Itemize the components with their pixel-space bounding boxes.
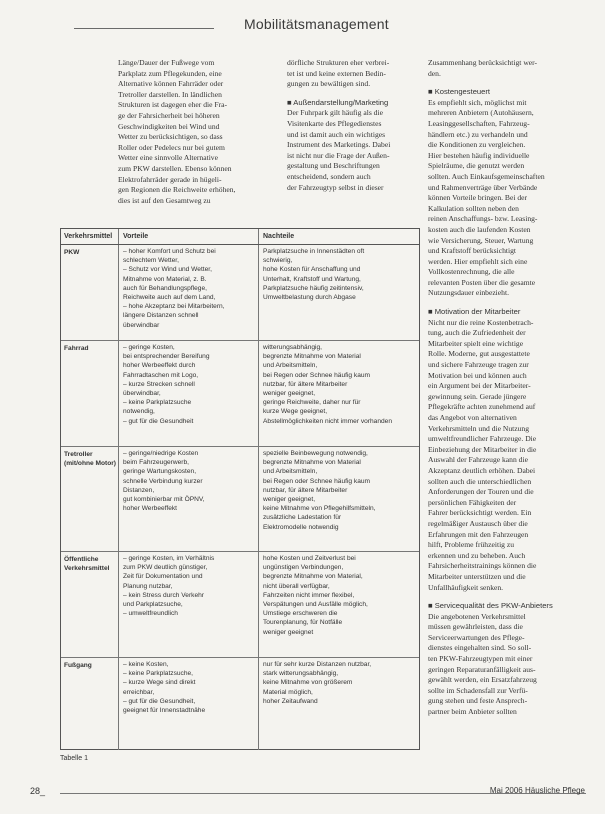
advantage-line: – hohe Akzeptanz bei Mitarbeitern,	[123, 303, 225, 311]
text-line: Motivation bei und können auch	[428, 370, 527, 380]
row-advantages	[119, 447, 259, 551]
text-line: Roller oder Pedelecs nur bei gutem	[118, 142, 225, 152]
disadvantage-line: Tourenplanung, für Notfälle	[263, 619, 343, 627]
text-line: das Angebot von alternativen	[428, 413, 517, 422]
advantage-line: überwindbar	[123, 321, 160, 329]
row-mode-label: PKW	[61, 245, 119, 340]
advantage-line: beim Fahrzeugerwerb,	[123, 459, 189, 467]
text-line: der Fahrzeugtyp selbst in dieser	[287, 182, 384, 192]
table-row	[61, 341, 419, 447]
text-line: händlern etc.) zu verhandeln und	[428, 129, 528, 139]
advantage-line: zum PKW deutlich günstiger,	[123, 564, 208, 572]
disadvantage-line: nur für sehr kurze Distanzen nutzbar,	[263, 661, 372, 668]
paragraph-gap	[287, 90, 424, 98]
text-line: zum PKW darstellen. Ebenso können	[118, 163, 232, 173]
text-line: Erfahrungen mit den Fahrzeugen	[428, 529, 529, 539]
row-advantages	[119, 341, 259, 446]
page-header-title: Mobilitätsmanagement	[244, 16, 389, 32]
text-line: Rolle. Moderne, gut ausgestattete	[428, 349, 530, 359]
disadvantage-line: Umstiege erschweren die	[263, 610, 338, 618]
advantage-line: erreichbar,	[123, 688, 155, 696]
text-line: Es empfiehlt sich, möglichst mit	[428, 97, 527, 107]
disadvantage-line: begrenzte Mitnahme von Material,	[263, 573, 363, 581]
table-row	[61, 245, 419, 341]
text-line: tet ist und keine externen Bedin-	[287, 68, 386, 78]
text-line: Pflegekräfte achten zunehmend auf	[428, 402, 536, 412]
text-line: Geschwindigkeiten bei Wind und	[118, 121, 220, 131]
section-subheading: ■ Außendarstellung/Marketing	[287, 97, 389, 107]
text-line: Instrument des Marketings. Dabei	[287, 140, 391, 150]
advantage-line: hoher Werbeeffekt	[123, 505, 178, 513]
text-line: gestaltung und Beschriftungen	[287, 161, 380, 171]
text-line: Alternative können Fahrräder oder	[118, 79, 224, 89]
text-line: Die angebotenen Verkehrsmittel	[428, 611, 526, 621]
text-line: Spielräume, die genutzt werden	[428, 161, 525, 171]
advantage-line: – geringe Kosten, im Verhältnis	[123, 555, 215, 562]
paragraph-gap	[428, 593, 586, 601]
text-line: Visitenkarte des Pflegedienstes	[287, 118, 382, 128]
text-line: wie Versicherung, Steuer, Wartung	[428, 235, 534, 245]
text-line: Der Fuhrpark gilt häufig als die	[287, 108, 383, 118]
text-line: sollten. Auch Einkaufsgemeinschaften	[428, 171, 545, 181]
row-disadvantages	[259, 552, 419, 657]
advantage-line: geeignet für Innenstadtnähe	[123, 707, 206, 715]
text-line: und Kraftstoff berücksichtigt	[428, 246, 517, 256]
text-line: Nicht nur die reine Kostenbetrach-	[428, 317, 534, 327]
disadvantage-line: Fahrzeiten nicht immer flexibel,	[263, 591, 355, 599]
advantage-line: auch für Behandlungspflege,	[123, 284, 207, 292]
header-mode: Verkehrsmittel	[61, 229, 119, 244]
text-line: Fahrer berücksichtigt werden. Ein	[428, 508, 532, 518]
disadvantage-line: Parkplatzsuche häufig zeitintensiv,	[263, 284, 364, 292]
text-line: die Konditionen zu vergleichen.	[428, 140, 526, 150]
text-line: geringen Reparaturanfälligkeit aus-	[428, 664, 536, 674]
advantage-line: – kurze Strecken schnell	[123, 380, 195, 388]
text-line: Fahrsicherheitstrainings können die	[428, 561, 537, 571]
row-disadvantages	[259, 447, 419, 551]
advantage-line: Reichweite auch auf dem Land,	[123, 294, 216, 302]
advantage-line: Zeit für Dokumentation und	[123, 573, 203, 581]
text-line: gung stehen und feste Ansprech-	[428, 696, 528, 706]
text-line: ten PKW-Fahrzeugtypen mit einer	[428, 654, 533, 664]
text-line: Mitarbeiter unterstützen und die	[428, 571, 526, 581]
advantage-line: – gut für die Gesundheit	[123, 417, 194, 425]
advantage-line: – geringe/niedrige Kosten	[123, 450, 199, 457]
row-advantages	[119, 245, 259, 340]
text-line: Zusammenhang berücksichtigt wer-	[428, 58, 538, 67]
disadvantage-line: Material möglich,	[263, 688, 313, 696]
disadvantage-line: hoher Zeitaufwand	[263, 697, 318, 705]
disadvantage-line: begrenzte Mitnahme von Material	[263, 459, 361, 467]
text-line: persönlichen Fähigkeiten der	[428, 497, 517, 507]
advantage-line: – keine Kosten,	[123, 661, 169, 668]
text-line: Nutzungsdauer einbezieht.	[428, 288, 509, 298]
table-row	[61, 552, 419, 658]
disadvantage-line: stark witterungsabhängig,	[263, 670, 339, 678]
text-line: mehreren Anbietern (Autohäusern,	[428, 108, 534, 118]
table-row	[61, 658, 419, 750]
advantage-line: Mitnahme von Material, z. B.	[123, 275, 207, 283]
disadvantage-line: nutzbar, für ältere Mitarbeiter	[263, 380, 348, 388]
advantage-line: gut kombinierbar mit ÖPNV,	[123, 496, 205, 504]
text-line: und Rahmenverträge über Verbände	[428, 182, 538, 192]
disadvantage-line: Verspätungen und Ausfälle möglich,	[263, 601, 368, 609]
disadvantage-line: ungünstigen Verbindungen,	[263, 564, 344, 572]
disadvantage-line: Abstellmöglichkeiten nicht immer vorhanden	[263, 417, 393, 425]
paragraph-gap	[428, 79, 586, 87]
text-line: Wetter zu berücksichtigen, so dass	[118, 132, 223, 142]
text-column-1	[118, 58, 268, 206]
text-line: erkennen und zu beheben. Auch	[428, 550, 526, 560]
advantage-line: – Schutz vor Wind und Wetter,	[123, 266, 212, 274]
disadvantage-line: schwierig,	[263, 257, 293, 265]
text-line: Einbeziehung der Mitarbeiter in die	[428, 444, 537, 454]
text-line: sollte im Schadensfall zur Verfü-	[428, 685, 528, 695]
disadvantage-line: hohe Kosten für Anschaffung und	[263, 266, 361, 274]
text-line: Auswahl der Fahrzeuge kann die	[428, 455, 528, 465]
advantage-line: – kurze Wege sind direkt	[123, 679, 196, 687]
text-line: Strukturen ist dagegen eher die Fra-	[118, 100, 228, 110]
text-column-2	[287, 58, 424, 193]
disadvantage-line: begrenzte Mitnahme von Material	[263, 353, 361, 361]
advantage-line: geringe Wartungskosten,	[123, 468, 197, 476]
header-rule	[74, 28, 214, 29]
journal-issue: Mai 2006 Häusliche Pflege	[489, 786, 585, 795]
text-line: dörfliche Strukturen eher verbrei-	[287, 58, 390, 67]
disadvantage-line: nicht überall verfügbar,	[263, 582, 330, 590]
text-line: Mitarbeiter spielt eine wichtige	[428, 338, 524, 348]
table-caption: Tabelle 1	[60, 755, 89, 762]
text-line: müssen gewährleisten, dass die	[428, 622, 523, 632]
table-header-row	[61, 229, 419, 245]
text-line: entscheidend, sondern auch	[287, 171, 371, 181]
text-line: Kalkulation sollten neben den	[428, 203, 519, 213]
text-line: werden. Hier empfiehlt sich eine	[428, 256, 528, 266]
disadvantage-line: bei Regen oder Schnee häufig kaum	[263, 477, 371, 485]
advantage-line: – keine Parkplatzsuche	[123, 399, 192, 407]
text-line: regelmäßiger Austausch über die	[428, 518, 528, 528]
advantage-line: – umweltfreundlich	[123, 610, 178, 618]
row-mode-label: Fußgang	[61, 658, 119, 750]
advantage-line: – keine Parkplatzsuche,	[123, 670, 194, 678]
text-line: Serviceerwartungen des Pflege-	[428, 632, 525, 642]
section-subheading: ■ Motivation der Mitarbeiter	[428, 307, 521, 317]
text-line: Verkehrsmitteln und die Nutzung	[428, 423, 530, 433]
advantage-line: – kein Stress durch Verkehr	[123, 591, 204, 599]
row-advantages	[119, 658, 259, 750]
disadvantage-line: weniger geeignet	[263, 628, 314, 636]
paragraph-gap	[428, 299, 586, 307]
comparison-table	[60, 228, 420, 750]
disadvantage-line: Elektromodelle notwendig	[263, 523, 339, 531]
header-advantages: Vorteile	[119, 229, 259, 244]
header-disadvantages: Nachteile	[263, 233, 295, 240]
section-subheading: ■ Kostengesteuert	[428, 87, 490, 97]
disadvantage-line: und Arbeitsmitteln,	[263, 362, 318, 370]
text-line: dies ist auf den Gesamtweg zu	[118, 195, 211, 205]
advantage-line: längere Distanzen schnell	[123, 312, 199, 320]
section-subheading: ■ Servicequalität des PKW-Anbieters	[428, 601, 553, 611]
text-line: ge der Fahrsicherheit bei höheren	[118, 110, 220, 120]
advantage-line: – hoher Komfort und Schutz bei	[123, 248, 216, 255]
text-line: tung, auch die Zufriedenheit der	[428, 328, 526, 338]
advantage-line: schlechtem Wetter,	[123, 257, 179, 265]
text-line: kosten auch die laufenden Kosten	[428, 224, 531, 234]
text-line: Hier bestehen häufig individuelle	[428, 150, 530, 160]
page-number: 28_	[30, 786, 46, 796]
disadvantage-line: geringe Reichweite, daher nur für	[263, 399, 361, 407]
row-disadvantages	[259, 341, 419, 446]
advantage-line: Planung nutzbar,	[123, 582, 173, 590]
text-line: und ist damit auch ein wichtiges	[287, 129, 386, 139]
text-line: gungen zu bewältigen sind.	[287, 79, 371, 89]
text-line: sollten auch die unterschiedlichen	[428, 476, 532, 486]
text-line: relevanten Posten über die gesamte	[428, 277, 536, 287]
text-column-3	[428, 58, 586, 718]
row-disadvantages	[259, 658, 419, 750]
text-line: Tretroller darstellen. In ländlichen	[118, 89, 222, 99]
row-mode-label: Öffentliche Verkehrsmittel	[61, 552, 119, 657]
advantage-line: hoher Werbeeffekt durch	[123, 362, 196, 370]
text-line: Elektrofahrräder gerade in hügeli-	[118, 174, 222, 184]
disadvantage-line: Umweltbelastung durch Abgase	[263, 294, 356, 302]
advantage-line: – gut für die Gesundheit,	[123, 697, 196, 705]
disadvantage-line: hohe Kosten und Zeitverlust bei	[263, 555, 356, 562]
text-line: gewählt werden, ein Ersatzfahrzeug	[428, 675, 537, 685]
text-line: und sichere Fahrzeuge tragen zur	[428, 360, 529, 370]
text-line: Parkplatz zum Pflegekunden, eine	[118, 68, 222, 78]
disadvantage-line: witterungsabhängig,	[263, 344, 323, 351]
row-disadvantages	[259, 245, 419, 340]
text-line: hilft, Probleme frühzeitig zu	[428, 540, 515, 550]
disadvantage-line: keine Mitnahme von Pflegehilfsmitteln,	[263, 505, 376, 513]
advantage-line: – geringe Kosten,	[123, 344, 175, 351]
table-row	[61, 447, 419, 552]
disadvantage-line: spezielle Beinbewegung notwendig,	[263, 450, 368, 457]
text-line: ist nicht nur die Frage der Außen-	[287, 150, 390, 160]
disadvantage-line: keine Mitnahme von größerem	[263, 679, 353, 687]
disadvantage-line: weniger geeignet,	[263, 390, 316, 398]
advantage-line: und Parkplatzsuche,	[123, 601, 183, 609]
text-line: Leasinggesellschaften, Fahrzeug-	[428, 118, 530, 128]
text-line: Akzeptanz deutlich erhöhen. Dabei	[428, 465, 536, 475]
disadvantage-line: zusätzliche Ladestation für	[263, 514, 342, 522]
text-line: können Vorteile bringen. Bei der	[428, 193, 528, 203]
advantage-line: notwendig,	[123, 408, 155, 416]
row-mode-label: Fahrrad	[61, 341, 119, 446]
text-line: Anforderungen der Touren und die	[428, 487, 534, 497]
row-mode-label: Tretroller (mit/ohne Motor)	[61, 447, 119, 551]
disadvantage-line: kurze Wege geeignet,	[263, 408, 328, 416]
text-line: gen Regionen die Reichweite erhöhen,	[118, 185, 236, 195]
disadvantage-line: Parkplatzsuche in Innenstädten oft	[263, 248, 365, 255]
text-line: partner beim Anbieter sollten	[428, 707, 517, 717]
text-line: Vollkostenrechnung, die alle	[428, 267, 515, 277]
disadvantage-line: Unterhalt, Kraftstoff und Wartung,	[263, 275, 361, 283]
disadvantage-line: weniger geeignet,	[263, 496, 316, 504]
text-line: Länge/Dauer der Fußwege vom	[118, 58, 215, 67]
advantage-line: schnelle Verbindung kurzer	[123, 477, 203, 485]
advantage-line: Fahrradtaschen mit Logo,	[123, 371, 199, 379]
disadvantage-line: bei Regen oder Schnee häufig kaum	[263, 371, 371, 379]
disadvantage-line: nutzbar, für ältere Mitarbeiter	[263, 486, 348, 494]
advantage-line: überwindbar,	[123, 390, 161, 398]
text-line: Unfallhäufigkeit senken.	[428, 582, 504, 592]
text-line: den.	[428, 68, 441, 78]
text-line: ein Argument bei der Mitarbeiter-	[428, 381, 531, 391]
text-line: umweltfreundlicher Fahrzeuge. Die	[428, 434, 537, 444]
text-line: gewinnung sein. Gerade jüngere	[428, 391, 527, 401]
row-advantages	[119, 552, 259, 657]
advantage-line: bei entsprechender Bereifung	[123, 353, 210, 361]
advantage-line: Distanzen,	[123, 486, 155, 494]
text-line: reinen Anschaffungs- bzw. Leasing-	[428, 214, 538, 224]
disadvantage-line: und Arbeitsmitteln,	[263, 468, 318, 476]
text-line: dienstes eingehalten sind. So soll-	[428, 643, 532, 653]
text-line: Wetter eine sinnvolle Alternative	[118, 153, 218, 163]
